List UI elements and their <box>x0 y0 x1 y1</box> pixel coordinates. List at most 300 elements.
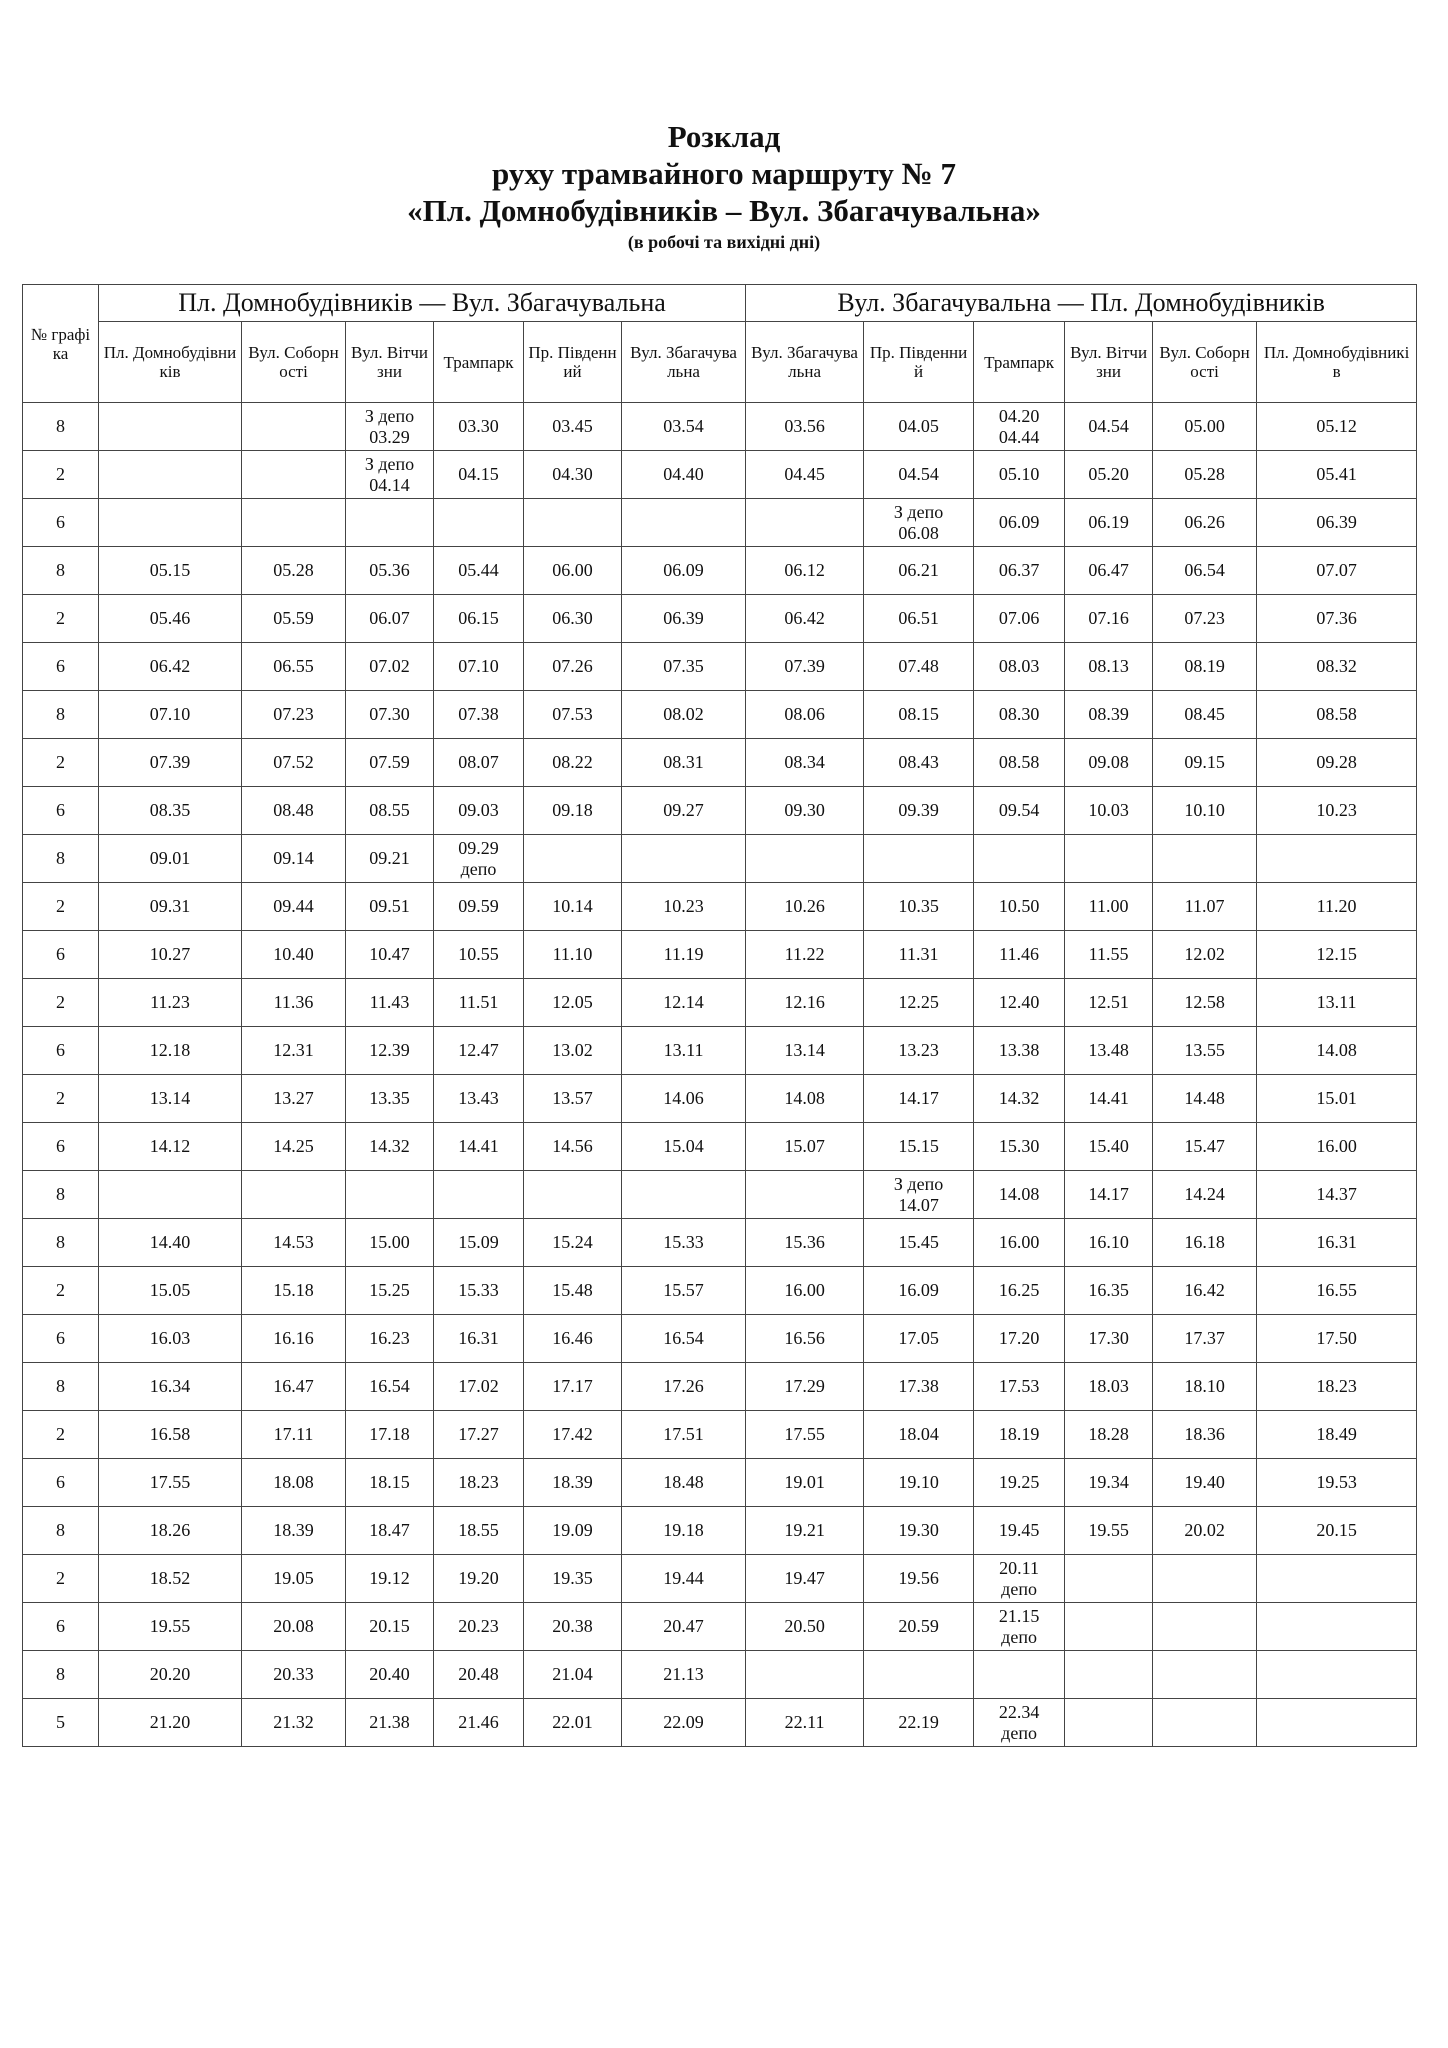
time-cell: 18.39 <box>242 1507 346 1555</box>
time-cell: 17.02 <box>434 1363 524 1411</box>
time-cell <box>99 403 242 451</box>
time-cell: 16.54 <box>346 1363 434 1411</box>
title-block <box>0 118 1448 254</box>
time-cell: 18.04 <box>864 1411 974 1459</box>
time-cell: 03.56 <box>746 403 864 451</box>
schedule-number-cell: 6 <box>23 1123 99 1171</box>
stop-header-dir1-5 <box>524 322 622 403</box>
time-cell: 07.02 <box>346 643 434 691</box>
time-cell: 17.30 <box>1065 1315 1153 1363</box>
time-cell: 20.38 <box>524 1603 622 1651</box>
time-cell: 09.03 <box>434 787 524 835</box>
time-cell: 15.25 <box>346 1267 434 1315</box>
time-cell: 07.10 <box>99 691 242 739</box>
schedule-number-cell: 8 <box>23 1507 99 1555</box>
time-cell: 08.22 <box>524 739 622 787</box>
stop-header-label: Пр. Південний <box>528 343 617 381</box>
time-cell: 12.40 <box>974 979 1065 1027</box>
time-cell: 15.33 <box>622 1219 746 1267</box>
time-cell: 10.55 <box>434 931 524 979</box>
time-cell: 07.16 <box>1065 595 1153 643</box>
time-cell: 18.15 <box>346 1459 434 1507</box>
time-cell <box>99 499 242 547</box>
table-row <box>23 979 1417 1027</box>
time-cell: 15.01 <box>1257 1075 1417 1123</box>
time-cell: 12.31 <box>242 1027 346 1075</box>
time-cell: 13.11 <box>1257 979 1417 1027</box>
time-cell: 18.03 <box>1065 1363 1153 1411</box>
time-cell: 14.25 <box>242 1123 346 1171</box>
schedule-number-cell: 8 <box>23 691 99 739</box>
time-cell: 15.00 <box>346 1219 434 1267</box>
time-cell: 05.59 <box>242 595 346 643</box>
time-cell: 08.13 <box>1065 643 1153 691</box>
time-cell: 17.38 <box>864 1363 974 1411</box>
time-cell: 04.54 <box>864 451 974 499</box>
time-cell: 14.24 <box>1153 1171 1257 1219</box>
time-cell <box>524 499 622 547</box>
time-cell: 16.31 <box>1257 1219 1417 1267</box>
time-cell <box>242 403 346 451</box>
schedule-number-cell: 6 <box>23 1603 99 1651</box>
time-cell: 14.12 <box>99 1123 242 1171</box>
time-cell: 15.24 <box>524 1219 622 1267</box>
table-row <box>23 403 1417 451</box>
time-cell: 13.43 <box>434 1075 524 1123</box>
time-cell: 17.29 <box>746 1363 864 1411</box>
time-cell: 13.55 <box>1153 1027 1257 1075</box>
time-cell: 19.35 <box>524 1555 622 1603</box>
time-cell: 15.04 <box>622 1123 746 1171</box>
time-cell: 18.10 <box>1153 1363 1257 1411</box>
time-cell: 16.00 <box>1257 1123 1417 1171</box>
time-cell <box>622 1171 746 1219</box>
time-cell: 04.45 <box>746 451 864 499</box>
time-cell: 18.49 <box>1257 1411 1417 1459</box>
stop-header-dir2-3 <box>974 322 1065 403</box>
time-cell: 11.43 <box>346 979 434 1027</box>
schedule-number-cell: 8 <box>23 835 99 883</box>
time-cell: 22.11 <box>746 1699 864 1747</box>
time-cell: 09.27 <box>622 787 746 835</box>
stop-header-label: Вул. Вітчизни <box>351 343 428 381</box>
time-cell: 09.44 <box>242 883 346 931</box>
time-cell: 11.22 <box>746 931 864 979</box>
time-cell: 11.07 <box>1153 883 1257 931</box>
time-cell: 07.38 <box>434 691 524 739</box>
time-cell: 16.58 <box>99 1411 242 1459</box>
time-cell: 04.15 <box>434 451 524 499</box>
time-cell <box>1065 1699 1153 1747</box>
time-cell: 16.46 <box>524 1315 622 1363</box>
table-row <box>23 883 1417 931</box>
time-cell: 19.53 <box>1257 1459 1417 1507</box>
time-cell: 10.26 <box>746 883 864 931</box>
time-cell: З депо 06.08 <box>864 499 974 547</box>
time-cell: 20.47 <box>622 1603 746 1651</box>
time-cell: 06.55 <box>242 643 346 691</box>
time-cell: 18.28 <box>1065 1411 1153 1459</box>
time-cell: 07.23 <box>1153 595 1257 643</box>
time-cell <box>974 835 1065 883</box>
table-row <box>23 1507 1417 1555</box>
time-cell <box>746 1171 864 1219</box>
time-cell: 09.21 <box>346 835 434 883</box>
time-cell: 06.07 <box>346 595 434 643</box>
stop-header-label: Трампарк <box>443 352 514 372</box>
time-cell: 16.47 <box>242 1363 346 1411</box>
time-cell: 06.00 <box>524 547 622 595</box>
time-cell: 12.16 <box>746 979 864 1027</box>
stop-header-dir1-2 <box>242 322 346 403</box>
time-cell: 17.20 <box>974 1315 1065 1363</box>
time-cell: 16.31 <box>434 1315 524 1363</box>
time-cell: 18.26 <box>99 1507 242 1555</box>
time-cell: 18.08 <box>242 1459 346 1507</box>
time-cell <box>346 499 434 547</box>
time-cell: 19.45 <box>974 1507 1065 1555</box>
time-cell: 06.09 <box>974 499 1065 547</box>
time-cell: 06.39 <box>1257 499 1417 547</box>
time-cell: 21.20 <box>99 1699 242 1747</box>
time-cell: 14.06 <box>622 1075 746 1123</box>
time-cell: 12.47 <box>434 1027 524 1075</box>
schedule-number-cell: 2 <box>23 1075 99 1123</box>
schedule-days-note: (в робочі та вихідні дні) <box>627 232 821 252</box>
time-cell: 16.25 <box>974 1267 1065 1315</box>
time-cell: 11.20 <box>1257 883 1417 931</box>
time-cell: 11.46 <box>974 931 1065 979</box>
table-row <box>23 931 1417 979</box>
schedule-number-cell: 2 <box>23 1411 99 1459</box>
stop-header-dir1-3 <box>346 322 434 403</box>
table-row <box>23 499 1417 547</box>
time-cell: 10.35 <box>864 883 974 931</box>
table-row <box>23 1075 1417 1123</box>
time-cell: 07.26 <box>524 643 622 691</box>
time-cell: 14.17 <box>864 1075 974 1123</box>
stop-header-dir2-6 <box>1257 322 1417 403</box>
time-cell: 09.29 депо <box>434 835 524 883</box>
time-cell <box>974 1651 1065 1699</box>
time-cell: 19.20 <box>434 1555 524 1603</box>
time-cell: 12.25 <box>864 979 974 1027</box>
time-cell <box>622 835 746 883</box>
time-cell: 18.23 <box>434 1459 524 1507</box>
time-cell: 08.34 <box>746 739 864 787</box>
time-cell: 16.00 <box>974 1219 1065 1267</box>
time-cell: 14.17 <box>1065 1171 1153 1219</box>
schedule-number-cell: 6 <box>23 787 99 835</box>
time-cell: 17.05 <box>864 1315 974 1363</box>
table-row <box>23 739 1417 787</box>
time-cell: 07.48 <box>864 643 974 691</box>
table-row <box>23 1651 1417 1699</box>
time-cell: 16.54 <box>622 1315 746 1363</box>
time-cell: 08.30 <box>974 691 1065 739</box>
schedule-number-cell: 2 <box>23 595 99 643</box>
time-cell <box>99 451 242 499</box>
stop-header-dir2-5 <box>1153 322 1257 403</box>
time-cell: 18.55 <box>434 1507 524 1555</box>
time-cell: 15.15 <box>864 1123 974 1171</box>
time-cell: 10.27 <box>99 931 242 979</box>
time-cell: 20.02 <box>1153 1507 1257 1555</box>
schedule-number-header-label: № графіка <box>30 324 91 363</box>
time-cell: 10.23 <box>1257 787 1417 835</box>
stop-header-dir1-1 <box>99 322 242 403</box>
time-cell: 08.45 <box>1153 691 1257 739</box>
time-cell: 10.23 <box>622 883 746 931</box>
table-row <box>23 1171 1417 1219</box>
time-cell: 03.45 <box>524 403 622 451</box>
time-cell: 21.04 <box>524 1651 622 1699</box>
time-cell: 08.06 <box>746 691 864 739</box>
time-cell <box>1065 1651 1153 1699</box>
table-row <box>23 1267 1417 1315</box>
time-cell: 08.55 <box>346 787 434 835</box>
time-cell: 20.50 <box>746 1603 864 1651</box>
time-cell: 15.30 <box>974 1123 1065 1171</box>
time-cell: 19.44 <box>622 1555 746 1603</box>
time-cell: 05.46 <box>99 595 242 643</box>
time-cell: 05.12 <box>1257 403 1417 451</box>
time-cell: 13.57 <box>524 1075 622 1123</box>
time-cell: 03.30 <box>434 403 524 451</box>
time-cell <box>1153 1699 1257 1747</box>
time-cell: 08.39 <box>1065 691 1153 739</box>
schedule-number-cell: 8 <box>23 403 99 451</box>
time-cell <box>864 835 974 883</box>
time-cell: 15.47 <box>1153 1123 1257 1171</box>
time-cell: 04.40 <box>622 451 746 499</box>
time-cell: 16.10 <box>1065 1219 1153 1267</box>
stop-header-label: Пл. Домнобудівників <box>103 343 237 381</box>
time-cell: 17.51 <box>622 1411 746 1459</box>
stop-header-label: Трампарк <box>984 352 1055 372</box>
time-cell <box>1257 1603 1417 1651</box>
stops-header-row <box>23 322 1417 403</box>
time-cell: 14.41 <box>1065 1075 1153 1123</box>
time-cell: 13.48 <box>1065 1027 1153 1075</box>
time-cell: 09.30 <box>746 787 864 835</box>
time-cell: 20.08 <box>242 1603 346 1651</box>
time-cell: 12.02 <box>1153 931 1257 979</box>
time-cell: 21.38 <box>346 1699 434 1747</box>
time-cell: 21.46 <box>434 1699 524 1747</box>
time-cell: 16.16 <box>242 1315 346 1363</box>
time-cell: 08.02 <box>622 691 746 739</box>
time-cell: 10.03 <box>1065 787 1153 835</box>
time-cell: 07.59 <box>346 739 434 787</box>
time-cell: 10.40 <box>242 931 346 979</box>
time-cell <box>242 499 346 547</box>
schedule-number-cell: 8 <box>23 1363 99 1411</box>
time-cell: 16.34 <box>99 1363 242 1411</box>
time-cell: 06.54 <box>1153 547 1257 595</box>
time-cell <box>1065 1603 1153 1651</box>
time-cell: 17.55 <box>99 1459 242 1507</box>
time-cell: 14.41 <box>434 1123 524 1171</box>
time-cell: 19.09 <box>524 1507 622 1555</box>
time-cell: 16.23 <box>346 1315 434 1363</box>
schedule-number-cell: 8 <box>23 547 99 595</box>
time-cell: 21.32 <box>242 1699 346 1747</box>
time-cell: 11.51 <box>434 979 524 1027</box>
time-cell: 06.39 <box>622 595 746 643</box>
time-cell: 04.30 <box>524 451 622 499</box>
time-cell: 14.08 <box>974 1171 1065 1219</box>
time-cell: 09.01 <box>99 835 242 883</box>
time-cell <box>1257 1699 1417 1747</box>
time-cell: 19.05 <box>242 1555 346 1603</box>
time-cell: 14.32 <box>346 1123 434 1171</box>
schedule-number-cell: 2 <box>23 1267 99 1315</box>
time-cell: 20.15 <box>1257 1507 1417 1555</box>
time-cell <box>242 1171 346 1219</box>
time-cell: 19.55 <box>1065 1507 1153 1555</box>
time-cell: 05.36 <box>346 547 434 595</box>
time-cell: 20.48 <box>434 1651 524 1699</box>
time-cell: 08.03 <box>974 643 1065 691</box>
time-cell: 09.54 <box>974 787 1065 835</box>
time-cell: 15.18 <box>242 1267 346 1315</box>
time-cell: 07.53 <box>524 691 622 739</box>
table-row <box>23 451 1417 499</box>
stop-header-dir2-2 <box>864 322 974 403</box>
time-cell: 19.30 <box>864 1507 974 1555</box>
time-cell <box>864 1651 974 1699</box>
time-cell: 19.01 <box>746 1459 864 1507</box>
stop-header-label: Вул. Вітчизни <box>1070 343 1148 381</box>
time-cell: 17.37 <box>1153 1315 1257 1363</box>
time-cell: 16.35 <box>1065 1267 1153 1315</box>
schedule-number-cell: 2 <box>23 451 99 499</box>
time-cell: 13.14 <box>99 1075 242 1123</box>
time-cell: 13.02 <box>524 1027 622 1075</box>
time-cell: 18.52 <box>99 1555 242 1603</box>
time-cell <box>1257 1555 1417 1603</box>
time-cell: 18.19 <box>974 1411 1065 1459</box>
table-row <box>23 1219 1417 1267</box>
time-cell: 05.28 <box>242 547 346 595</box>
schedule-number-cell: 2 <box>23 1555 99 1603</box>
stop-header-label: Пл. Домнобудівників <box>1263 343 1410 381</box>
time-cell: 06.42 <box>746 595 864 643</box>
time-cell: 11.19 <box>622 931 746 979</box>
time-cell: 19.10 <box>864 1459 974 1507</box>
stop-header-label: Вул. Соборності <box>1159 343 1250 381</box>
time-cell <box>1153 835 1257 883</box>
time-cell: 15.48 <box>524 1267 622 1315</box>
time-cell: 21.15 депо <box>974 1603 1065 1651</box>
time-cell: 05.41 <box>1257 451 1417 499</box>
time-cell: 15.57 <box>622 1267 746 1315</box>
time-cell: 12.58 <box>1153 979 1257 1027</box>
time-cell: 12.18 <box>99 1027 242 1075</box>
time-cell: 19.56 <box>864 1555 974 1603</box>
time-cell: 22.34 депо <box>974 1699 1065 1747</box>
time-cell: 19.40 <box>1153 1459 1257 1507</box>
time-cell <box>1065 1555 1153 1603</box>
time-cell: 14.40 <box>99 1219 242 1267</box>
time-cell: 09.08 <box>1065 739 1153 787</box>
table-row <box>23 1459 1417 1507</box>
time-cell: 07.52 <box>242 739 346 787</box>
time-cell: 09.28 <box>1257 739 1417 787</box>
time-cell: 20.20 <box>99 1651 242 1699</box>
time-cell: 15.07 <box>746 1123 864 1171</box>
time-cell: 16.00 <box>746 1267 864 1315</box>
direction-1-header: Пл. Домнобудівників — Вул. Збагачувальна <box>99 285 746 322</box>
time-cell: 17.18 <box>346 1411 434 1459</box>
time-cell: 17.26 <box>622 1363 746 1411</box>
time-cell: 13.38 <box>974 1027 1065 1075</box>
time-cell: 08.43 <box>864 739 974 787</box>
time-cell <box>434 1171 524 1219</box>
time-cell: 13.27 <box>242 1075 346 1123</box>
time-cell <box>1153 1555 1257 1603</box>
time-cell <box>1065 835 1153 883</box>
time-cell: 20.40 <box>346 1651 434 1699</box>
time-cell: 08.58 <box>1257 691 1417 739</box>
time-cell: 17.17 <box>524 1363 622 1411</box>
time-cell: 15.05 <box>99 1267 242 1315</box>
time-cell: 14.53 <box>242 1219 346 1267</box>
time-cell: 15.33 <box>434 1267 524 1315</box>
table-row <box>23 691 1417 739</box>
time-cell: 19.25 <box>974 1459 1065 1507</box>
time-cell: З депо 03.29 <box>346 403 434 451</box>
time-cell: 17.42 <box>524 1411 622 1459</box>
time-cell: 09.18 <box>524 787 622 835</box>
time-cell: 06.51 <box>864 595 974 643</box>
schedule-number-cell: 2 <box>23 883 99 931</box>
time-cell: 08.07 <box>434 739 524 787</box>
time-cell: 09.31 <box>99 883 242 931</box>
time-cell: 16.42 <box>1153 1267 1257 1315</box>
time-cell <box>1257 835 1417 883</box>
time-cell <box>1153 1651 1257 1699</box>
time-cell: 06.26 <box>1153 499 1257 547</box>
time-cell: 08.35 <box>99 787 242 835</box>
time-cell: 20.59 <box>864 1603 974 1651</box>
route-name: «Пл. Домнобудівників – Вул. Збагачувальна» <box>407 193 1041 228</box>
time-cell: 22.01 <box>524 1699 622 1747</box>
schedule-number-cell: 8 <box>23 1219 99 1267</box>
time-cell: 07.06 <box>974 595 1065 643</box>
time-cell <box>1153 1603 1257 1651</box>
stop-header-dir2-4 <box>1065 322 1153 403</box>
time-cell: 10.14 <box>524 883 622 931</box>
time-cell: З депо 14.07 <box>864 1171 974 1219</box>
time-cell: 10.10 <box>1153 787 1257 835</box>
time-cell: 16.55 <box>1257 1267 1417 1315</box>
time-cell: 14.48 <box>1153 1075 1257 1123</box>
time-cell: 16.03 <box>99 1315 242 1363</box>
time-cell: 07.10 <box>434 643 524 691</box>
table-row <box>23 595 1417 643</box>
time-cell: 08.32 <box>1257 643 1417 691</box>
time-cell: 08.31 <box>622 739 746 787</box>
table-row <box>23 1699 1417 1747</box>
time-cell: 21.13 <box>622 1651 746 1699</box>
time-cell: 09.14 <box>242 835 346 883</box>
time-cell: 18.48 <box>622 1459 746 1507</box>
time-cell: 15.09 <box>434 1219 524 1267</box>
table-row <box>23 1027 1417 1075</box>
schedule-number-cell: 8 <box>23 1651 99 1699</box>
